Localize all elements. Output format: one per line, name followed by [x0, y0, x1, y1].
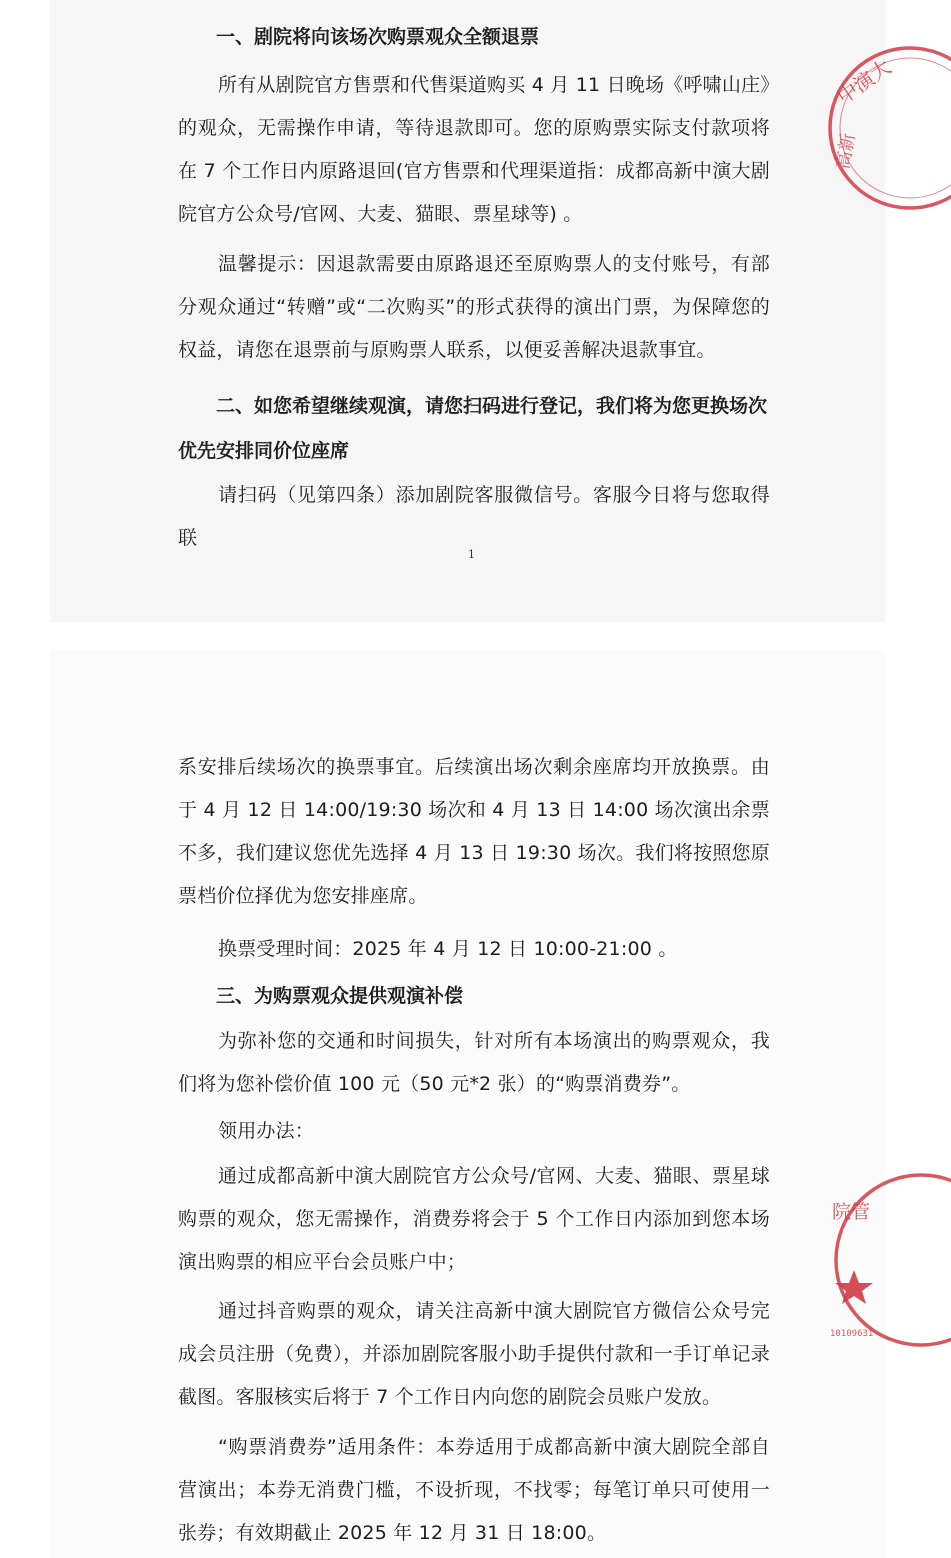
- exchange-paragraph: 系安排后续场次的换票事宜。后续演出场次剩余座席均开放换票。由于 4 月 12 日 14:00/19:30 场次和 4 月 13 日 14:00 场次演出余票不多，我们建议您优先选择 4 月 13 日 19:30 场次。我们将按照您原票档价位择优为您安排座席。: [178, 756, 770, 907]
- svg-text:院管: 院管: [832, 1201, 871, 1223]
- exchange-time-paragraph: 换票受理时间：2025 年 4 月 12 日 10:00-21:00 。: [218, 938, 678, 960]
- section-3-heading: 三、为购票观众提供观演补偿: [216, 985, 464, 1007]
- section-2-heading: 二、如您希望继续观演，请您扫码进行登记，我们将为您更换场次优先安排同价位座席: [178, 395, 768, 462]
- scan-code-paragraph: 请扫码（见第四条）添加剧院客服微信号。客服今日将与您取得联: [178, 484, 770, 549]
- svg-text:高新: 高新: [832, 131, 860, 171]
- cut-off-line: [200, 0, 600, 10]
- compensation-paragraph: 为弥补您的交通和时间损失，针对所有本场演出的购票观众，我们将为您补偿价值 100 元（50 元*2 张）的“购票消费券”。: [178, 1030, 770, 1095]
- document-page-2: [50, 650, 885, 1558]
- management-seal-stamp: [826, 1170, 885, 1350]
- document-page-1: [50, 0, 896, 622]
- section-1-heading: 一、剧院将向该场次购票观众全额退票: [216, 26, 540, 48]
- svg-text:中演大: 中演大: [832, 54, 896, 109]
- claim-method-official-paragraph: 通过成都高新中演大剧院官方公众号/官网、大麦、猫眼、票星球购票的观众，您无需操作，消费券将会于 5 个工作日内添加到您本场演出购票的相应平台会员账户中；: [178, 1165, 770, 1273]
- refund-paragraph: 所有从剧院官方售票和代售渠道购买 4 月 11 日晚场《呼啸山庄》的观众，无需操作申请，等待退款即可。您的原购票实际支付款项将在 7 个工作日内原路退回(官方售票和代理渠道指：成都高新中演大剧院官方公众号/官网、大麦、猫眼、票星球等) 。: [178, 74, 770, 225]
- official-seal-stamp: [820, 40, 896, 220]
- claim-method-label: 领用办法：: [218, 1120, 315, 1142]
- page-number: 1: [468, 548, 475, 561]
- voucher-conditions-paragraph: “购票消费券”适用条件：本券适用于成都高新中演大剧院全部自营演出；本券无消费门槛，不设折现，不找零；每笔订单只可使用一张券；有效期截止 2025 年 12 月 31 日 18:00。: [178, 1436, 770, 1544]
- reminder-paragraph: 温馨提示：因退款需要由原路退还至原购票人的支付账号，有部分观众通过“转赠”或“二次购买”的形式获得的演出门票，为保障您的权益，请您在退票前与原购票人联系，以便妥善解决退款事宜。: [178, 253, 770, 361]
- svg-text:10109631: 10109631: [830, 1329, 874, 1339]
- claim-method-douyin-paragraph: 通过抖音购票的观众，请关注高新中演大剧院官方微信公众号完成会员注册（免费），并添加剧院客服小助手提供付款和一手订单记录截图。客服核实后将于 7 个工作日内向您的剧院会员账户发放。: [178, 1300, 770, 1408]
